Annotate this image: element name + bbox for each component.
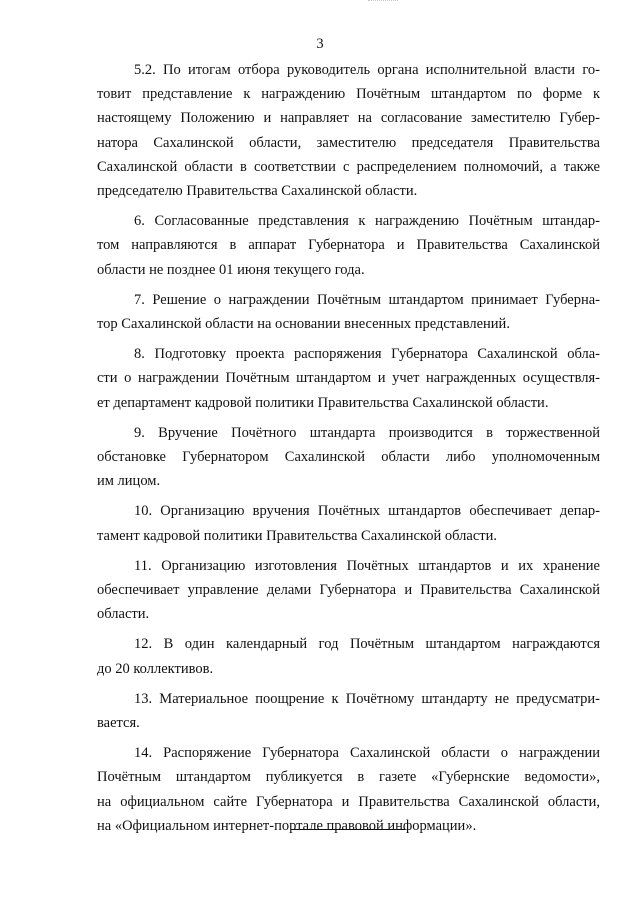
paragraph-line: ет департамент кадровой политики Правительства Сахалинской области. bbox=[97, 394, 549, 411]
paragraph-line: на официальном сайте Губернатора и Правительства Сахалинской области, bbox=[97, 793, 600, 810]
paragraph-line: 13. Материальное поощрение к Почётному штандарту не предусматри- bbox=[134, 690, 600, 707]
paragraph-line: том направляются в аппарат Губернатора и Правительства Сахалинской bbox=[97, 237, 600, 254]
paragraph-line: 12. В один календарный год Почётным штандартом награждаются bbox=[134, 636, 600, 653]
paragraph-item-4 bbox=[97, 342, 600, 415]
paragraph-line: обстановке Губернатором Сахалинской области либо уполномоченным bbox=[97, 449, 600, 466]
paragraph-item-1 bbox=[97, 58, 600, 203]
paragraph-line: 8. Подготовку проекта распоряжения Губернатора Сахалинской обла- bbox=[134, 346, 600, 363]
paragraph-line: тамент кадровой политики Правительства Сахалинской области. bbox=[97, 527, 497, 544]
paragraph-line: области не позднее 01 июня текущего года. bbox=[97, 261, 365, 278]
paragraph-item-5 bbox=[97, 421, 600, 494]
paragraph-line: 7. Решение о награждении Почётным штандартом принимает Губерна- bbox=[134, 291, 600, 308]
paragraph-item-2 bbox=[97, 209, 600, 282]
paragraph-item-3 bbox=[97, 288, 600, 336]
paragraph-line: обеспечивает управление делами Губернатора и Правительства Сахалинской bbox=[97, 582, 600, 599]
paragraph-item-8 bbox=[97, 632, 600, 680]
paragraph-line: области. bbox=[97, 606, 150, 623]
paragraph-line: председателю Правительства Сахалинской области. bbox=[97, 183, 418, 200]
paragraph-line: 10. Организацию вручения Почётных штандартов обеспечивает депар- bbox=[134, 503, 600, 520]
paragraph-line: товит представление к награждению Почётным штандартом по форме к bbox=[97, 86, 600, 103]
paragraph-item-9 bbox=[97, 687, 600, 735]
paragraph-line: 11. Организацию изготовления Почётных штандартов и их хранение bbox=[134, 557, 600, 574]
end-of-text-rule bbox=[291, 829, 405, 830]
paragraph-line: вается. bbox=[97, 715, 140, 732]
paragraph-line: 9. Вручение Почётного штандарта производится в торжественной bbox=[134, 424, 600, 441]
paragraph-line: до 20 коллективов. bbox=[97, 660, 214, 677]
paragraph-line: Сахалинской области в соответствии с распределением полномочий, а также bbox=[97, 158, 600, 175]
paragraph-line: Почётным штандартом публикуется в газете «Губернские ведомости», bbox=[97, 769, 600, 786]
document-body bbox=[97, 58, 600, 844]
paragraph-line: им лицом. bbox=[97, 473, 161, 490]
paragraph-item-10 bbox=[97, 741, 600, 838]
paragraph-line: на «Официальном интернет-портале правовой информации». bbox=[97, 817, 477, 834]
paragraph-item-7 bbox=[97, 554, 600, 627]
paragraph-line: натора Сахалинской области, заместителю председателя Правительства bbox=[97, 134, 600, 151]
paragraph-line: сти о награждении Почётным штандартом и учет награжденных осуществля- bbox=[97, 370, 600, 387]
paragraph-item-6 bbox=[97, 499, 600, 547]
paragraph-line: 5.2. По итогам отбора руководитель органа исполнительной власти го- bbox=[134, 62, 600, 78]
paragraph-line: 6. Согласованные представления к награждению Почётным штандар- bbox=[134, 213, 600, 230]
scan-edge-mark bbox=[368, 0, 398, 7]
paragraph-line: тор Сахалинской области на основании внесенных представлений. bbox=[97, 316, 510, 333]
paragraph-line: настоящему Положению и направляет на согласование заместителю Губер- bbox=[97, 110, 600, 127]
page-number: 3 bbox=[316, 36, 324, 52]
paragraph-line: 14. Распоряжение Губернатора Сахалинской области о награждении bbox=[134, 745, 600, 762]
